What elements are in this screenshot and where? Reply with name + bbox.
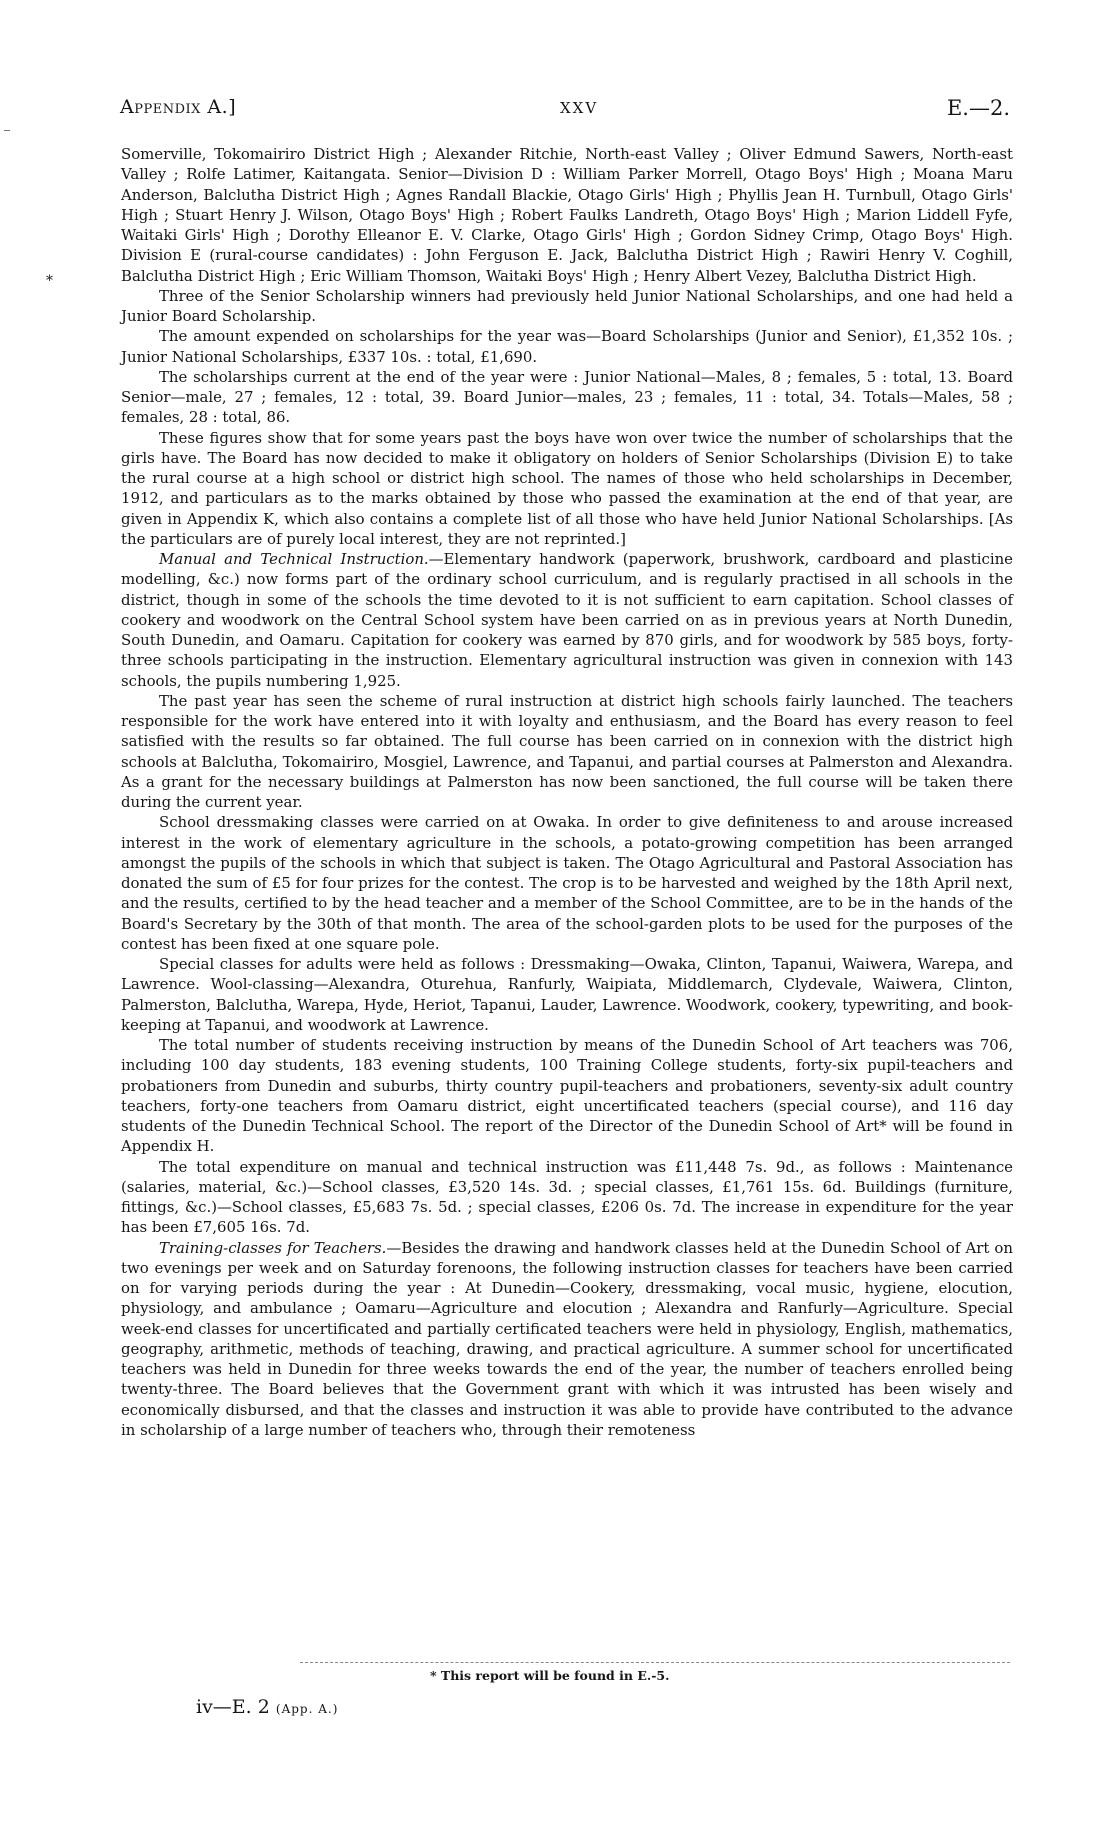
header-paper-code: E.—2. [946, 96, 1010, 120]
signature-small: (App. A.) [275, 1702, 339, 1716]
section-heading-manual: Manual and Technical Instruction. [159, 550, 429, 568]
paragraph-figures: These figures show that for some years past the boys have won over twice the number of scholarships that the girls have. The Board has now decided to make it obligatory on holders of Senior Scholarships (Division E) to take the rural course at a high school or district high school. The names of those who held scholarships in December, 1912, and particulars as to the marks obtained by those who passed the examination at the end of that year, are given in Appendix K, which also contains a complete list of all those who have held Junior National Scholarships. [As the particulars are of purely local interest, they are not reprinted.] [121, 428, 1013, 548]
paragraph-expenditure: The total expenditure on manual and technical instruction was £11,448 7s. 9d., as follows : Maintenance (salaries, material, &c.)—School classes, £3,520 14s. 3d. ; special classes, £1,761 15s. 6d. Buildings (furniture, fittings, &c.)—School classes, £5,683 7s. 5d. ; special classes, £206 0s. 7d. The increase in expenditure for the year has been £7,605 16s. 7d. [121, 1157, 1013, 1237]
margin-tick [4, 130, 10, 131]
paragraph-amount-expended: The amount expended on scholarships for the year was—Board Scholarships (Junior and Senior), £1,352 10s. ; Junior National Scholarships, £337 10s. : total, £1,690. [121, 327, 1013, 366]
paragraph-special-classes: Special classes for adults were held as follows : Dressmaking—Owaka, Clinton, Tapanui, Waiwera, Warepa, and Lawrence. Wool-classing—Alexandra, Oturehua, Ranfurly, Waipiata, Middlemarch, Clydevale, Waiwera, Clinton, Palmerston, Balclutha, Warepa, Hyde, Heriot, Tapanui, Lauder, Lawrence. Woodwork, cookery, typewriting, and book-keeping at Tapanui, and woodwork at Lawrence. [121, 955, 1013, 1034]
header-appendix-label: Appendix A.] [120, 96, 237, 118]
header-page-number: XXV [560, 99, 599, 117]
section-heading-training: Training-classes for Teachers. [159, 1238, 387, 1257]
margin-mark: * [46, 273, 53, 289]
paragraph-students-total: The total number of students receiving instruction by means of the Dunedin School of Art teachers was 706, including 100 day students, 183 evening students, 100 Training College students, forty-six pupil-teachers and probationers from Dunedin and suburbs, thirty country pupil-teachers and probationers, seventy-six adult country teachers, forty-one teachers from Oamaru district, eight uncertificated teachers (special course), and 116 day students of the Dunedin Technical School. The report of the Director of the Dunedin School of Art* will be found in Appendix H. [121, 1036, 1013, 1156]
paragraph-training-classes: Training-classes for Teachers.—Besides the drawing and handwork classes held at the Dunedin School of Art on two evenings per week and on Saturday forenoons, the following instruction classes for teachers have been carried on for varying periods during the year : At Dunedin—Cookery, dressmaking, vocal music, hygiene, elocution, physiology, and ambulance ; Oamaru—Agriculture and elocution ; Alexandra and Ranfurly—Agriculture. Special week-end classes for uncertificated and partially certificated teachers were held in physiology, English, mathematics, geography, arithmetic, methods of teaching, drawing, and practical agriculture. A summer school for uncertificated teachers was held in Dunedin for three weeks towards the end of the year, the number of teachers enrolled being twenty-three. The Board believes that the Government grant with which it was intrusted has been wisely and economically disbursed, and that the classes and instruction it was able to provide have contributed to the advance in scholarship of a large number of teachers who, through their remoteness [121, 1238, 1013, 1439]
paragraph-scholarship-list: Somerville, Tokomairiro District High ; Alexander Ritchie, North-east Valley ; Oliver Edmund Sawers, North-east Valley ; Rolfe Latimer, Kaitangata. Senior—Division D : William Parker Morrell, Otago Boys' High ; Moana Maru Anderson, Balclutha District High ; Agnes Randall Blackie, Otago Girls' High ; Phyllis Jean H. Turnbull, Otago Girls' High ; Stuart Henry J. Wilson, Otago Boys' High ; Robert Faulks Landreth, Otago Boys' High ; Marion Liddell Fyfe, Waitaki Girls' High ; Dorothy Elleanor E. V. Clarke, Otago Girls' High ; Gordon Sidney Crimp, Otago Boys' High. Division E (rural-course candidates) : John Ferguson E. Jack, Balclutha District High ; Rawiri Henry V. Coghill, Balclutha District High ; Eric William Thomson, Waitaki Boys' High ; Henry Albert Vezey, Balclutha District High. [121, 145, 1013, 285]
running-header [120, 96, 1010, 122]
signature-main: iv—E. 2 [196, 1696, 270, 1718]
paragraph-senior-winners: Three of the Senior Scholarship winners had previously held Junior National Scholarships, and one had held a Junior Board Scholarship. [121, 286, 1013, 325]
paragraph-manual-technical: Manual and Technical Instruction.—Elementary handwork (paperwork, brushwork, cardboard and plasticine modelling, &c.) now forms part of the ordinary school curriculum, and is regularly practised in all schools in the district, though in some of the schools the time devoted to it is not sufficient to earn capitation. School classes of cookery and woodwork on the Central School system have been carried on as in previous years at North Dunedin, South Dunedin, and Oamaru. Capitation for cookery was earned by 870 girls, and for woodwork by 585 boys, forty-three schools participating in the instruction. Elementary agricultural instruction was given in connexion with 143 schools, the pupils numbering 1,925. [121, 550, 1013, 690]
paragraph-scholarships-current: The scholarships current at the end of the year were : Junior National—Males, 8 ; females, 5 : total, 13. Board Senior—male, 27 ; females, 12 : total, 39. Board Junior—males, 23 ; females, 11 : total, 34. Totals—Males, 58 ; females, 28 : total, 86. [121, 367, 1013, 427]
paragraph-rural-instruction: The past year has seen the scheme of rural instruction at district high schools fairly launched. The teachers responsible for the work have entered into it with loyalty and enthusiasm, and the Board has every reason to feel satisfied with the results so far obtained. The full course has been carried on in connexion with the district high schools at Balclutha, Tokomairiro, Mosgiel, Lawrence, and Tapanui, and partial courses at Palmerston and Alexandra. As a grant for the necessary buildings at Palmerston has now been sanctioned, the full course will be taken there during the current year. [121, 691, 1013, 811]
footnote: * This report will be found in E.-5. [430, 1668, 670, 1683]
paragraph-dressmaking: School dressmaking classes were carried on at Owaka. In order to give definiteness to and arouse increased interest in the work of elementary agriculture in the schools, a potato-growing competition has been arranged amongst the pupils of the schools in which that subject is taken. The Otago Agricultural and Pastoral Association has donated the sum of £5 for four prizes for the contest. The crop is to be harvested and weighed by the 18th April next, and the results, certified to by the head teacher and a member of the School Committee, are to be in the hands of the Board's Secretary by the 30th of that month. The area of the school-garden plots to be used for the purposes of the contest has been fixed at one square pole. [121, 813, 1013, 953]
page-signature [196, 1696, 338, 1718]
footnote-rule [300, 1662, 1010, 1663]
body-text [121, 144, 1013, 1440]
